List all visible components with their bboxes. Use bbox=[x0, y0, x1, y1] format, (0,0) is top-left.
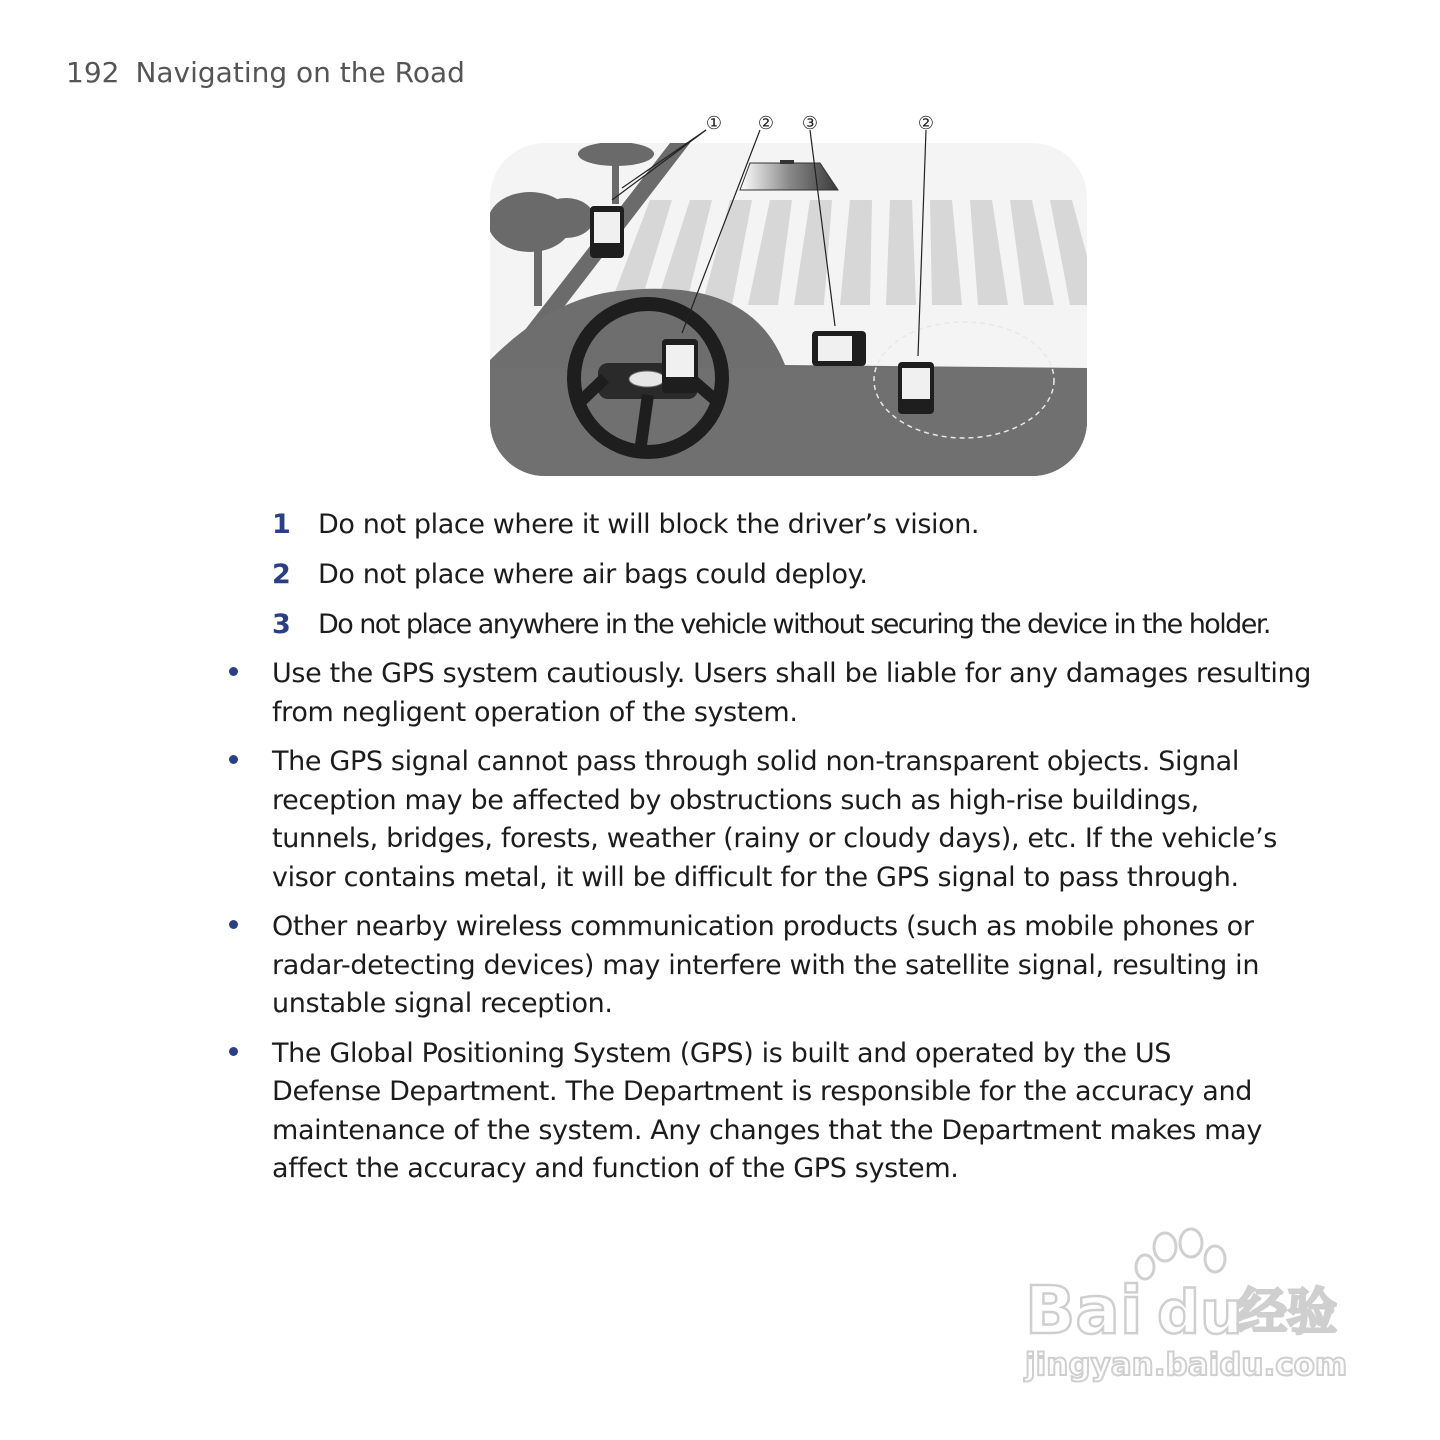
bullet-dot-icon bbox=[229, 667, 238, 676]
page-header bbox=[66, 56, 465, 89]
placement-warnings-list bbox=[272, 505, 1332, 655]
callout-3: ③ bbox=[801, 113, 819, 134]
bullet-dot-icon bbox=[229, 920, 238, 929]
watermark-url: jingyan.baidu.com bbox=[1025, 1347, 1348, 1383]
watermark-brand-right: du bbox=[1157, 1278, 1243, 1348]
text-line: tunnels, bridges, forests, weather (rainy or cloudy days), etc. If the vehicle’s bbox=[272, 823, 1278, 854]
text-line: unstable signal reception. bbox=[272, 988, 613, 1019]
device-icon-dashboard bbox=[812, 331, 866, 366]
rear-view-mirror-icon bbox=[740, 163, 838, 190]
text-line: maintenance of the system. Any changes that the Department makes may bbox=[272, 1114, 1262, 1146]
item-number: 3 bbox=[272, 609, 291, 640]
bullet-dot-icon bbox=[229, 1047, 238, 1056]
item-number: 2 bbox=[272, 559, 291, 590]
item-text: Do not place where air bags could deploy. bbox=[318, 559, 868, 590]
bullet-item bbox=[226, 655, 1316, 732]
car-interior-illustration bbox=[480, 104, 1100, 484]
bullet-item bbox=[226, 1035, 1316, 1189]
list-item bbox=[272, 505, 1332, 555]
text-line: Use the GPS system cautiously. Users shall be liable for any damages resulting bbox=[272, 658, 1312, 689]
callout-2b: ② bbox=[917, 113, 935, 134]
text-line: from negligent operation of the system. bbox=[272, 696, 798, 728]
callout-1: ① bbox=[705, 113, 723, 134]
device-icon-steering bbox=[662, 339, 698, 393]
text-line: radar-detecting devices) may interfere with the satellite signal, resulting in bbox=[272, 949, 1260, 981]
bullet-item bbox=[226, 743, 1316, 897]
bullet-item bbox=[226, 908, 1316, 1024]
text-line: visor contains metal, it will be difficult for the GPS signal to pass through. bbox=[272, 861, 1239, 893]
gps-notes-list bbox=[226, 655, 1316, 1200]
device-icon-airbag bbox=[898, 362, 934, 414]
bullet-dot-icon bbox=[229, 755, 238, 764]
device-icon-windshield bbox=[590, 206, 624, 258]
text-line: Defense Department. The Department is responsible for the accuracy and bbox=[272, 1076, 1253, 1107]
text-line: The GPS signal cannot pass through solid non-transparent objects. Signal bbox=[272, 746, 1240, 777]
list-item bbox=[272, 605, 1332, 655]
paw-icon bbox=[1136, 1229, 1225, 1279]
page-number: 192 bbox=[66, 56, 120, 89]
watermark-cn: 经验 bbox=[1237, 1283, 1337, 1341]
item-text: Do not place where it will block the driver’s vision. bbox=[318, 509, 980, 540]
baidu-watermark bbox=[1015, 1225, 1360, 1390]
text-line: reception may be affected by obstructions such as high-rise buildings, bbox=[272, 784, 1199, 816]
text-line: Other nearby wireless communication products (such as mobile phones or bbox=[272, 911, 1254, 942]
item-text: Do not place anywhere in the vehicle without securing the device in the holder. bbox=[318, 609, 1270, 640]
list-item bbox=[272, 555, 1332, 605]
callout-2: ② bbox=[757, 113, 775, 134]
text-line: The Global Positioning System (GPS) is built and operated by the US bbox=[272, 1037, 1172, 1069]
chapter-title: Navigating on the Road bbox=[135, 56, 465, 89]
item-number: 1 bbox=[272, 509, 291, 540]
text-line: affect the accuracy and function of the GPS system. bbox=[272, 1153, 959, 1184]
watermark-brand-left: Bai bbox=[1025, 1272, 1143, 1349]
